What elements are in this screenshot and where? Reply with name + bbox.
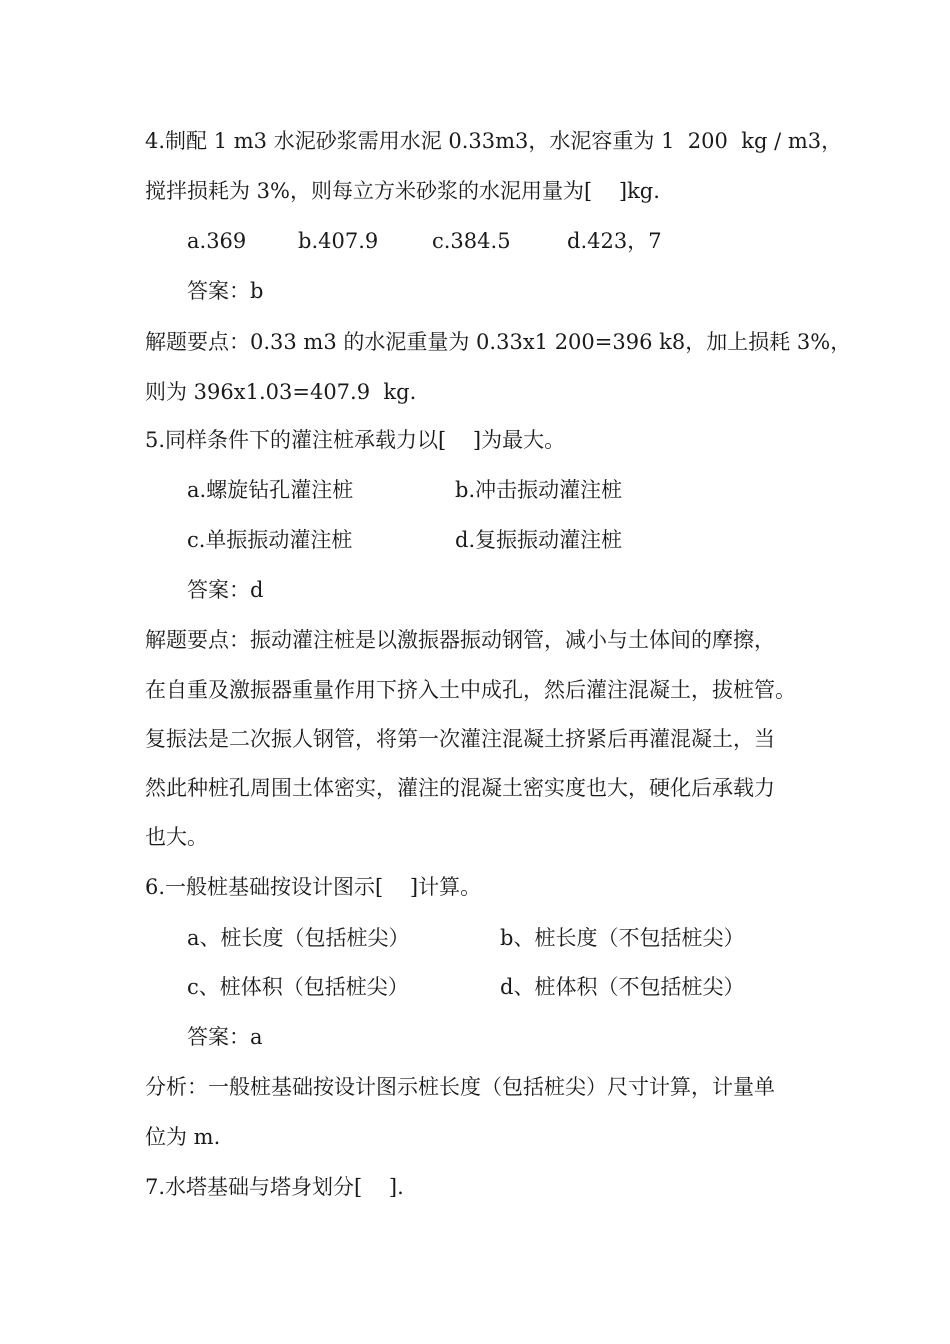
q5-option-b: b.冲击振动灌注桩 — [455, 478, 623, 502]
q5-analysis-line-3: 复振法是二次振人钢管，将第一次灌注混凝土挤紧后再灌混凝土，当 — [145, 727, 775, 751]
q4-option-d: d.423，7 — [567, 229, 662, 253]
q4-question-line-2: 搅拌损耗为 3%，则每立方米砂浆的水泥用量为[ ]kg. — [145, 179, 660, 203]
q4-option-a: a.369 — [187, 229, 247, 253]
q5-option-a: a.螺旋钻孔灌注桩 — [187, 478, 354, 502]
q6-option-a: a、桩长度（包括桩尖） — [187, 926, 410, 950]
q6-option-b: b、桩长度（不包括桩尖） — [500, 926, 745, 950]
q5-question: 5.同样条件下的灌注桩承载力以[ ]为最大。 — [145, 428, 566, 452]
q5-answer: 答案：d — [187, 578, 264, 602]
q6-analysis-line-2: 位为 m. — [145, 1125, 221, 1149]
q7-question: 7.水塔基础与塔身划分[ ]. — [145, 1175, 404, 1199]
q5-analysis-line-2: 在自重及激振器重量作用下挤入土中成孔，然后灌注混凝土，拔桩管。 — [145, 678, 796, 702]
q6-analysis-line-1: 分析：一般桩基础按设计图示桩长度（包括桩尖）尺寸计算，计量单 — [145, 1075, 775, 1099]
q6-question: 6.一般桩基础按设计图示[ ]计算。 — [145, 875, 482, 899]
q5-option-c: c.单振振动灌注桩 — [187, 528, 353, 552]
q4-option-b: b.407.9 — [298, 229, 379, 253]
q4-question-line-1: 4.制配 1 m3 水泥砂浆需用水泥 0.33m3，水泥容重为 1 200 kg / m3， — [145, 129, 843, 153]
q5-analysis-line-5: 也大。 — [145, 825, 208, 849]
q4-option-c: c.384.5 — [432, 229, 511, 253]
q5-analysis-line-4: 然此种桩孔周围土体密实，灌注的混凝土密实度也大，硬化后承载力 — [145, 776, 775, 800]
q4-analysis-line-2: 则为 396x1.03=407.9 kg. — [145, 380, 417, 404]
q6-option-c: c、桩体积（包括桩尖） — [187, 975, 409, 999]
q6-answer: 答案：a — [187, 1025, 263, 1049]
q5-option-d: d.复振振动灌注桩 — [455, 528, 623, 552]
q5-analysis-line-1: 解题要点：振动灌注桩是以激振器振动钢管，减小与土体间的摩擦， — [145, 628, 775, 652]
q4-answer: 答案：b — [187, 279, 264, 303]
q6-option-d: d、桩体积（不包括桩尖） — [500, 975, 745, 999]
q4-analysis-line-1: 解题要点：0.33 m3 的水泥重量为 0.33x1 200=396 k8，加上损耗 3%， — [145, 330, 852, 354]
